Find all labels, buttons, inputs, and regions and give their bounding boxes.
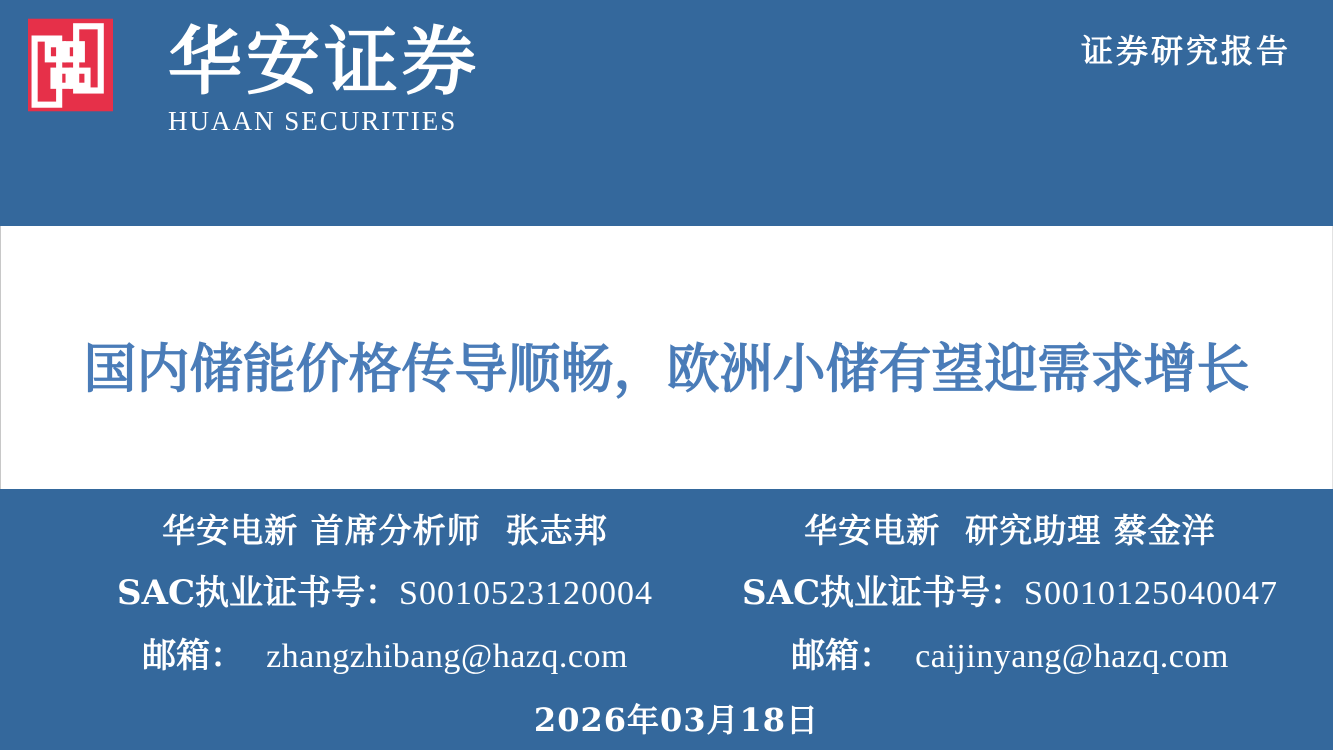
analyst-role-name: 华安电新 研究助理 蔡金洋 (804, 511, 1216, 550)
brand-name-zh: 华安证券 (168, 19, 480, 105)
email-address: zhangzhibang@hazq.com (266, 638, 628, 675)
title-band (0, 226, 1333, 489)
sac-label: SAC执业证书号： (117, 573, 400, 613)
email-label: 邮箱： (791, 636, 894, 676)
huaan-logo-icon (28, 18, 113, 112)
header-band (0, 0, 1333, 226)
analyst-sac-line (710, 573, 1310, 614)
email-label: 邮箱： (142, 636, 245, 676)
brand-name-en: HUAAN SECURITIES (168, 106, 458, 136)
brand-block (28, 18, 480, 136)
sac-number: S0010125040047 (1024, 575, 1278, 612)
brand-text (168, 18, 480, 136)
analyst-left-column (85, 513, 685, 677)
report-title: 国内储能价格传导顺畅，欧洲小储有望迎需求增长 (83, 337, 1250, 400)
analyst-email-line (710, 636, 1310, 677)
analyst-columns (0, 513, 1333, 677)
report-type-label: 证券研究报告 (1080, 32, 1291, 70)
analyst-sac-line (85, 573, 685, 614)
analyst-email-line (85, 636, 685, 677)
analyst-right-column (710, 513, 1310, 677)
sac-number: S0010523120004 (399, 575, 653, 612)
report-date: 2026年03月18日 (533, 701, 820, 739)
footer-band (0, 489, 1333, 750)
analyst-role-name: 华安电新 首席分析师 张志邦 (162, 511, 608, 550)
sac-label: SAC执业证书号： (742, 573, 1025, 613)
email-address: caijinyang@hazq.com (915, 638, 1229, 675)
